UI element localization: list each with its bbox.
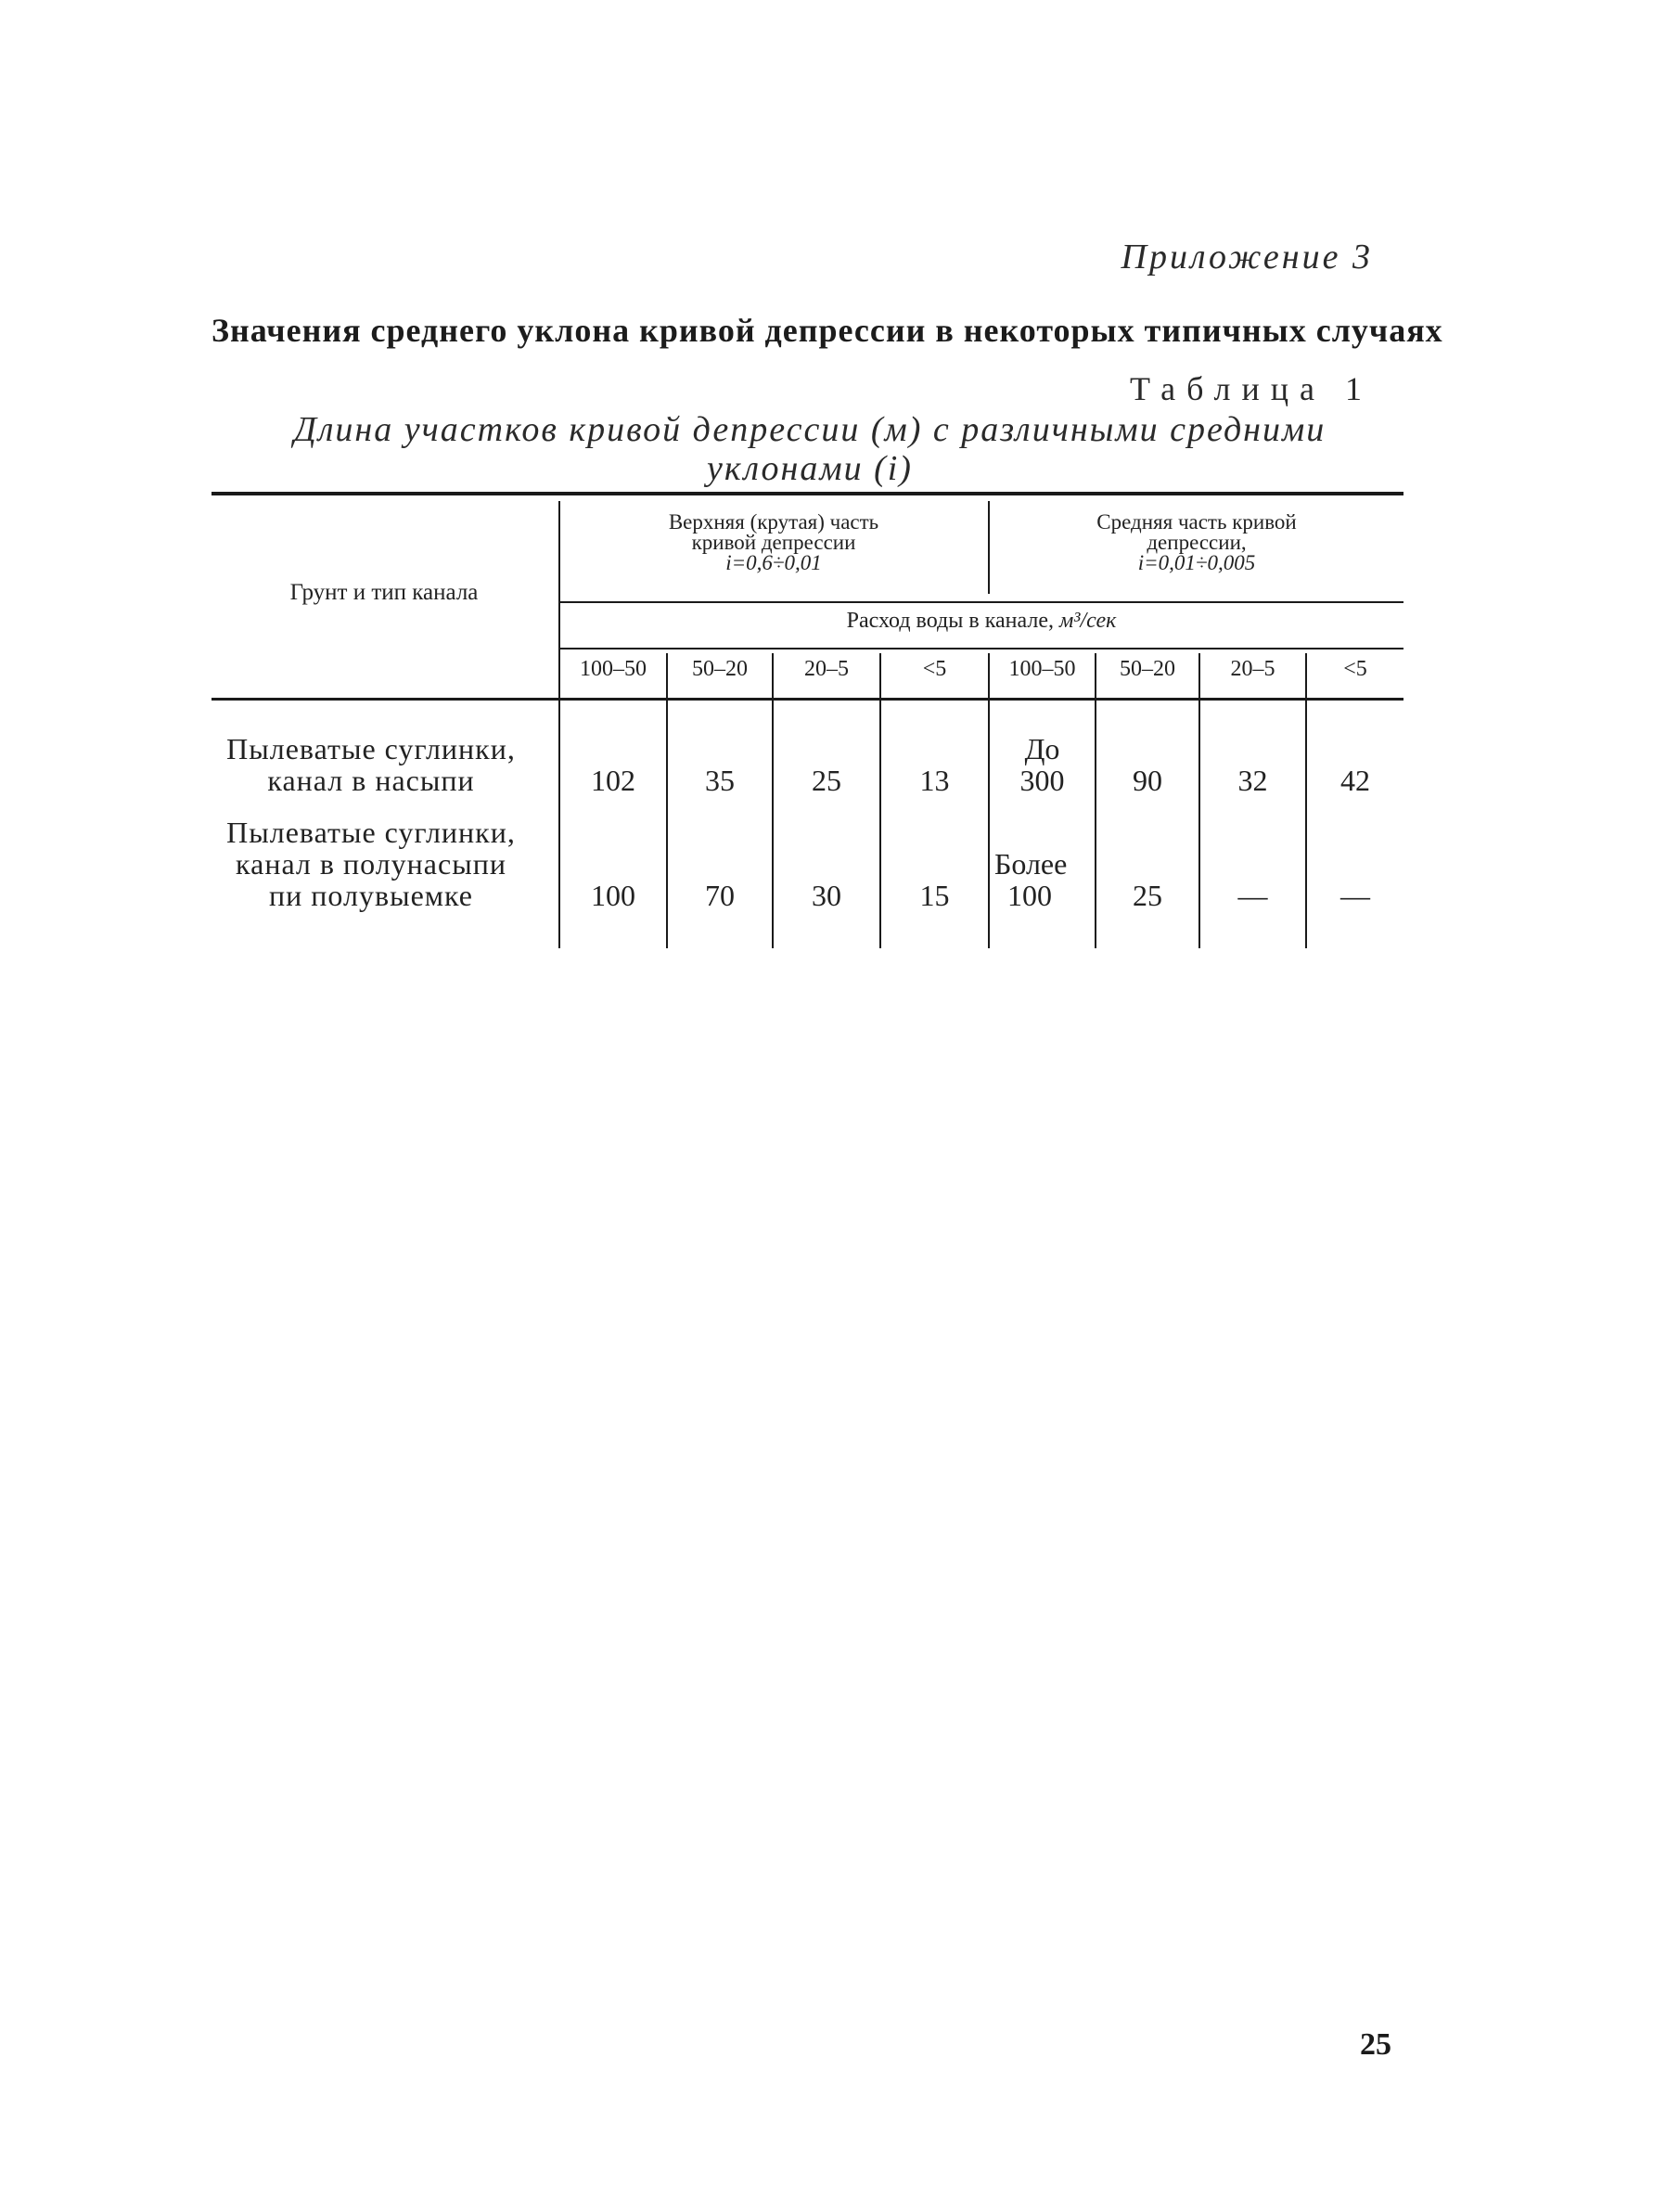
group-header-middle bbox=[993, 512, 1401, 573]
page-heading: Значения среднего уклона кривой депрессии в некоторых типичных случаях bbox=[211, 312, 1443, 349]
table-row-2-cell-2: 70 bbox=[705, 879, 735, 912]
table-row-2-cell-7: — bbox=[1237, 879, 1268, 912]
group-header-middle-line-2: депрессии, bbox=[1147, 531, 1247, 554]
table-row-2-label bbox=[186, 817, 557, 911]
column-header-5: 100–50 bbox=[1008, 657, 1076, 681]
table-row-1-cell-7: 32 bbox=[1237, 764, 1268, 797]
table-columns-rule bbox=[558, 648, 1403, 649]
table-row-2-cell-4: 15 bbox=[919, 879, 950, 912]
flow-header-label: Расход воды в канале, bbox=[846, 609, 1054, 633]
table-label: Таблица 1 bbox=[1130, 370, 1373, 407]
table-caption-line-1: Длина участков кривой депрессии (м) с различными средними bbox=[293, 410, 1327, 449]
table-row-1-cell-8: 42 bbox=[1340, 764, 1370, 797]
group-header-upper-line-3: i=0,6÷0,01 bbox=[725, 551, 822, 574]
column-header-4: <5 bbox=[922, 657, 947, 681]
table-row-2-cell-5-line-1: Более bbox=[994, 847, 1068, 881]
table-row-2-cell-3: 30 bbox=[812, 879, 841, 912]
table-row-1-cell-3: 25 bbox=[812, 764, 841, 797]
table-vrule-group bbox=[988, 501, 990, 594]
group-header-upper-line-2: кривой депрессии bbox=[691, 531, 856, 554]
page-number: 25 bbox=[1360, 2027, 1391, 2062]
table-row-1-cell-5 bbox=[990, 733, 1095, 796]
table-row-1-cell-6: 90 bbox=[1133, 764, 1162, 797]
column-header-6: 50–20 bbox=[1120, 657, 1175, 681]
table-row-2-label-line-2: канал в полунасыпи bbox=[236, 847, 506, 881]
table-row-1-label bbox=[186, 733, 557, 796]
table-caption-line-2: уклонами (i) bbox=[707, 449, 913, 488]
group-header-middle-line-1: Средняя часть кривой bbox=[1096, 510, 1297, 534]
table-row-2-cell-5-line-2: 100 bbox=[1007, 879, 1052, 912]
table-top-rule bbox=[211, 492, 1403, 495]
table-row-2-label-line-3: пи полувыемке bbox=[269, 879, 473, 912]
flow-header bbox=[562, 609, 1401, 634]
column-header-2: 50–20 bbox=[692, 657, 748, 681]
table-row-2-label-line-1: Пылеватые суглинки, bbox=[226, 816, 516, 849]
column-header-3: 20–5 bbox=[804, 657, 849, 681]
column-header-7: 20–5 bbox=[1230, 657, 1275, 681]
table-vrule-col-4 bbox=[988, 653, 990, 948]
table-caption bbox=[211, 410, 1408, 488]
table-row-2-cell-6: 25 bbox=[1133, 879, 1162, 912]
group-header-middle-line-3: i=0,01÷0,005 bbox=[1137, 551, 1256, 574]
table-row-2-cell-5 bbox=[994, 848, 1095, 911]
column-header-8: <5 bbox=[1343, 657, 1367, 681]
table-flow-rule bbox=[558, 601, 1403, 603]
table-row-2-cell-1: 100 bbox=[591, 879, 635, 912]
flow-header-unit: м³/сек bbox=[1058, 609, 1117, 633]
column-header-1: 100–50 bbox=[580, 657, 647, 681]
table-row-1-cell-5-line-1: До bbox=[1024, 732, 1060, 765]
appendix-label: Приложение 3 bbox=[1121, 238, 1373, 276]
table-row-1-cell-4: 13 bbox=[919, 764, 950, 797]
table-row-1-cell-1: 102 bbox=[591, 764, 635, 797]
row-header-cell: Грунт и тип канала bbox=[289, 580, 479, 605]
table-row-1-label-line-1: Пылеватые суглинки, bbox=[226, 732, 516, 765]
table-row-2-cell-8: — bbox=[1340, 879, 1370, 912]
table-header-bottom-rule bbox=[211, 698, 1403, 701]
group-header-upper bbox=[562, 512, 985, 573]
table-row-1-cell-2: 35 bbox=[705, 764, 735, 797]
group-header-upper-line-1: Верхняя (крутая) часть bbox=[668, 510, 879, 534]
table-row-1-cell-5-line-2: 300 bbox=[1019, 764, 1065, 797]
table-row-1-label-line-2: канал в насыпи bbox=[267, 764, 475, 797]
